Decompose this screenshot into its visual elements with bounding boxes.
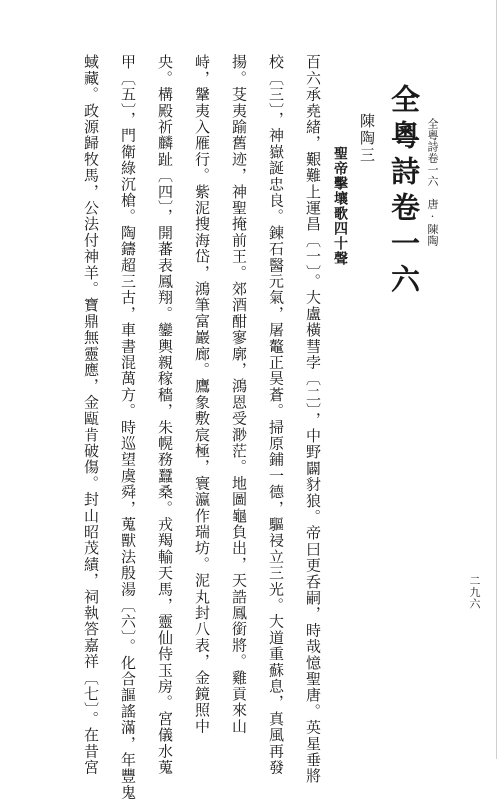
poem-line: 揚。芟夷踰舊迹，神聖掩前王。郊酒酣寥廓，鴻恩受渺茫。地圖龜負出，天誥鳳銜將。雞貢來山	[230, 54, 248, 735]
poem-line: 央。構殿祈麟趾〔四〕，開蕃表鳳翔。鑾輿親稼穡，朱幌務蠶桑。戎羯輸天馬，靈仙侍玉房。宮儀水蒐	[156, 54, 174, 776]
poem-line: 百六承堯緒，艱難上運昌〔一〕。大盧橫彗孛〔二〕，中野闢豺狼。帝曰更呑嗣，時哉憶聖唐。英星垂將	[304, 54, 322, 785]
volume-title: 全粵詩卷一六	[387, 84, 421, 300]
page-edge-line	[496, 0, 497, 759]
page-number: 二九六	[468, 575, 481, 610]
poem-line: 蜮藏。政源歸牧馬，公法付神羊。寶鼎無靈應，金甌肯破傷。封山昭茂績，祠執答嘉祥〔七〕。在昔宮	[82, 54, 100, 776]
poem-line: 校〔三〕，神嶽誕忠良。錬石醫元氣，屠鼇正昊蒼。掃原鋪一德，驅祲立三光。大道重蘇息，真風再發	[267, 54, 285, 776]
poem-line: 甲〔五〕，門衛綠沉槍。陶鑄超三古，車書混萬方。時巡望虞舜，蒐獸法殷湯〔六〕。化合謳謠滿，年豐鬼	[119, 54, 137, 800]
author-name: 陳陶三	[358, 113, 376, 164]
poem-line: 峙，鞶夷入雁行。紫泥搜海岱，鴻筆富巖廊。鷹象敷宸極，寰瀛作瑞坊。泥丸封八表，金鏡照中	[193, 54, 211, 735]
running-head: 全粵詩卷一六 唐·陳陶	[426, 118, 439, 247]
poem-title: 聖帝擊壤歌四十聲	[332, 146, 348, 266]
